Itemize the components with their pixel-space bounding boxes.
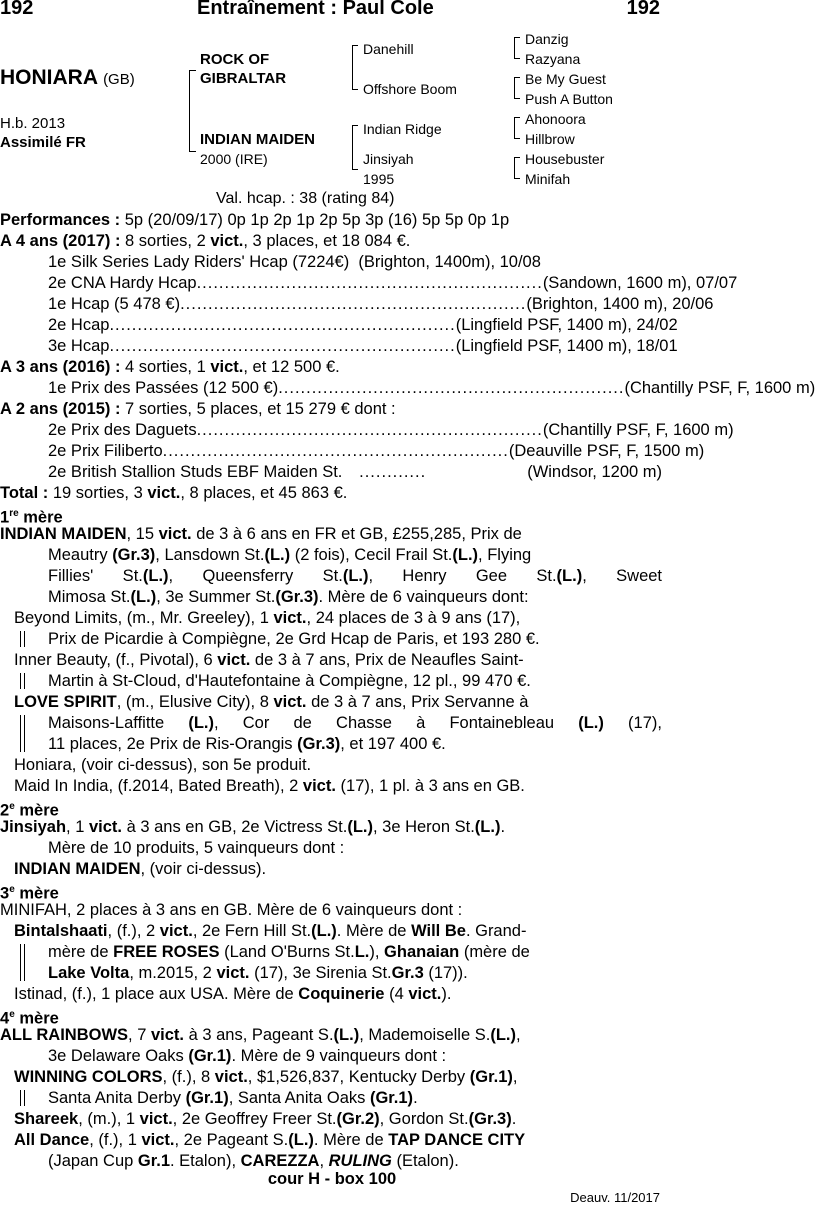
dam-sire: Indian Ridge [363,121,442,137]
horse-desc: H.b. 2013 [0,115,66,132]
age4-vict: vict. [210,232,244,250]
ancestor-7: Housebuster [525,151,605,167]
section-title-2e-mere: 2e mère [0,801,59,820]
age4-label: A 4 ans (2017) : [0,232,121,250]
dam-year: 2000 (IRE) [200,151,268,167]
race-row: 1e Silk Series Lady Riders' Hcap (7224€) (Brighton, 1400m), 10/08 [48,253,541,271]
age3-summary: 4 sorties, 1 [125,358,206,376]
section-title-3e-mere: 3e mère [0,884,59,903]
ancestor-6: Hillbrow [525,131,575,147]
ancestor-3: Be My Guest [525,71,606,87]
age3-summary-end: , et 12 500 €. [243,358,340,376]
race-row: 2e Prix des Daguets .............................................................. (Chantilly PSF, F, 1600 m) [48,421,734,439]
dam-dam-year: 1995 [363,171,395,187]
sire-name-line1: ROCK OF [200,51,270,68]
age4-summary-end: , 3 places, et 18 084 €. [243,232,411,250]
ancestor-2: Razyana [525,51,581,67]
horse-origin: (GB) [103,71,135,88]
race-row: 1e Hcap (5 478 €) .............................................................. (Brighton, 1400 m), 20/06 [48,295,714,313]
ancestor-4: Push A Button [525,91,613,107]
sire-dam: Offshore Boom [363,81,457,97]
race-row: 2e Prix Filiberto .............................................................. (Deauville PSF, F, 1500 m) [48,442,705,460]
total-summary-end: , 8 places, et 45 863 €. [180,484,348,502]
horse-status: Assimilé FR [0,134,86,151]
race-row: 1e Prix des Passées (12 500 €) .............................................................. (Chantilly PSF, F, 1600 m) [48,379,815,397]
ancestor-8: Minifah [525,171,571,187]
age2-label: A 2 ans (2015) : [0,400,121,418]
total-summary: 19 sorties, 3 [52,484,143,502]
race-row: 3e Hcap .............................................................. (Lingfield PSF, 1400 m), 18/01 [48,337,678,355]
lot-number-right: 192 [626,0,660,19]
dam-name: INDIAN MAIDEN [200,131,315,148]
performances-value: 5p (20/09/17) 0p 1p 2p 1p 2p 5p 3p (16) 5p 5p 0p 1p [124,211,510,229]
section-title-1re-mere: 1re mère [0,508,63,527]
ancestor-1: Danzig [525,31,569,47]
page-title: Entraînement : Paul Cole [197,0,434,19]
sire-name-line2: GIBRALTAR [200,70,287,87]
total-vict: vict. [147,484,181,502]
race-row: 2e CNA Hardy Hcap .............................................................. (Sandown, 1600 m), 07/07 [48,274,738,292]
age3-label: A 3 ans (2016) : [0,358,121,376]
ancestor-5: Ahonoora [525,111,586,127]
horse-name-text: HONIARA [0,66,98,89]
handicap-value: Val. hcap. : 38 (rating 84) [216,190,395,207]
age4-summary: 8 sorties, 2 [125,232,206,250]
lot-number-left: 192 [0,0,34,19]
age3-vict: vict. [210,358,244,376]
dam-dam: Jinsiyah [363,151,414,167]
performances-label: Performances : [0,211,121,229]
sire-sire: Danehill [363,41,414,57]
race-row: 2e British Stallion Studs EBF Maiden St. ............ (Windsor, 1200 m) [48,463,662,481]
stable-location: cour H - box 100 [267,1170,397,1188]
horse-name [0,66,135,90]
total-label: Total : [0,484,49,502]
section-title-4e-mere: 4e mère [0,1009,59,1028]
age2-summary: 7 sorties, 5 places, et 15 279 € dont : [125,400,396,418]
footer-sale: Deauv. 11/2017 [570,1190,660,1205]
race-row: 2e Hcap .............................................................. (Lingfield PSF, 1400 m), 24/02 [48,316,678,334]
